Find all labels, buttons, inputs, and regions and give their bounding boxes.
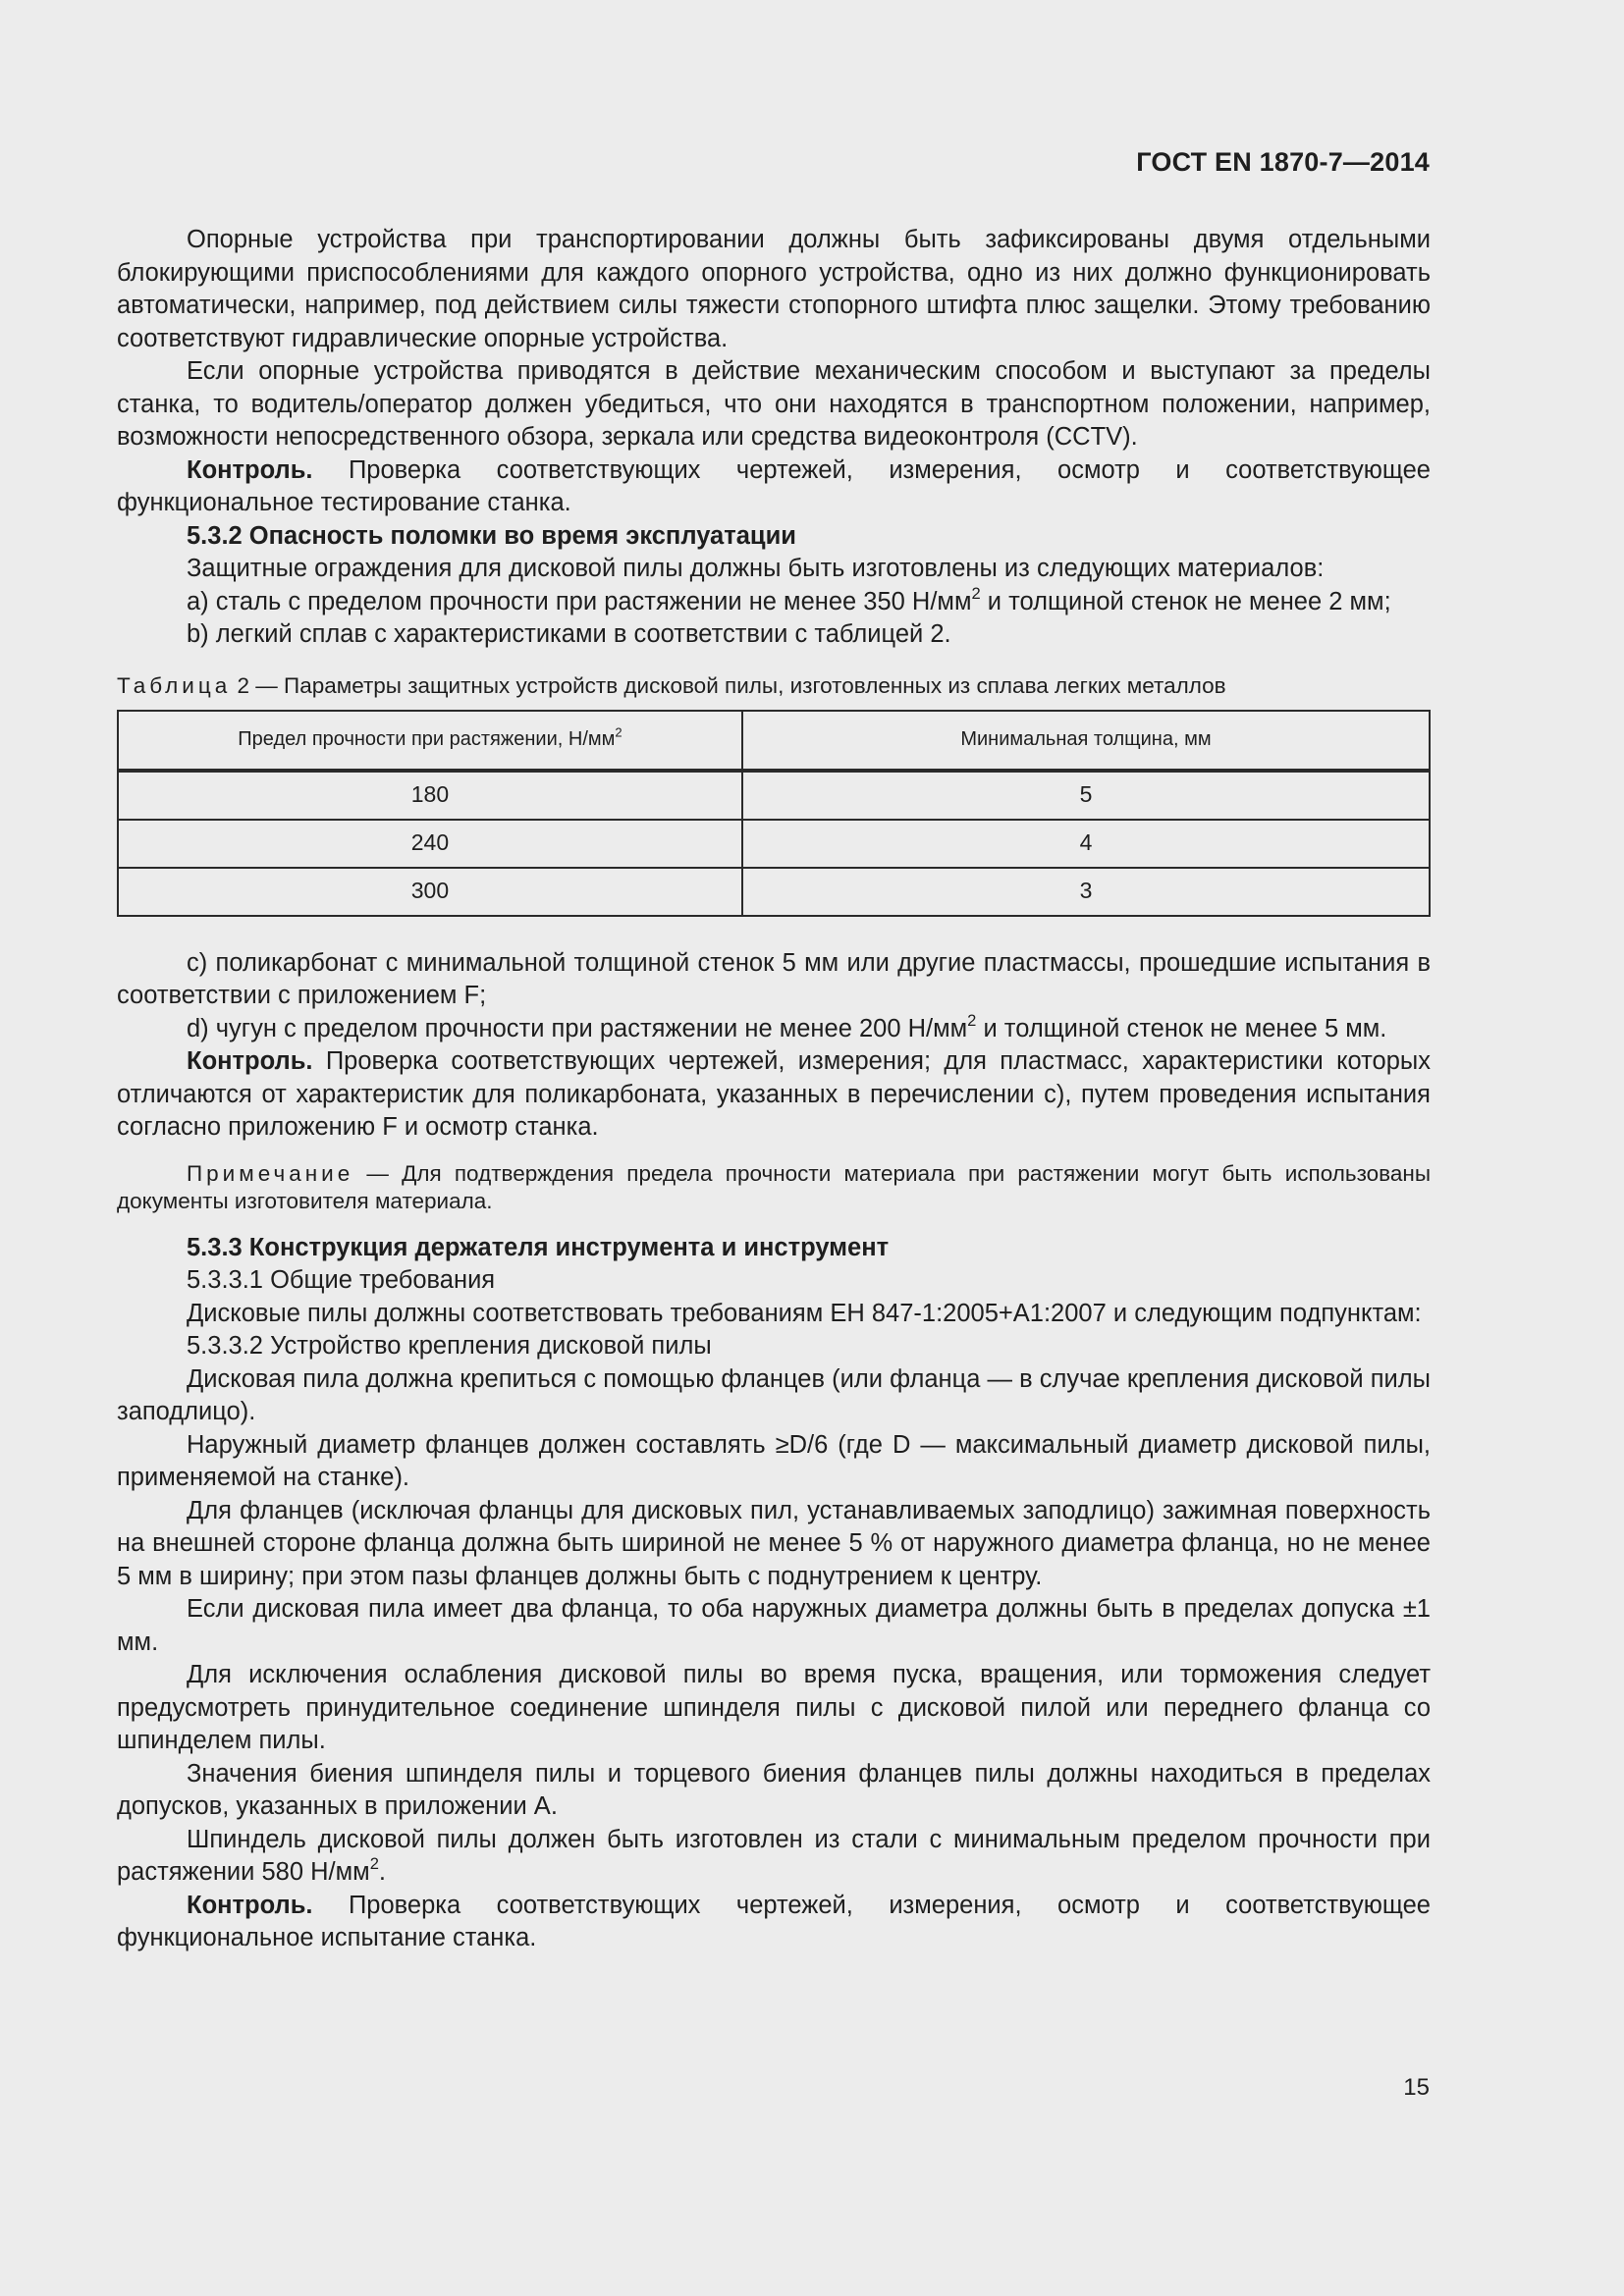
paragraph-spindle-steel — [117, 1824, 1431, 1890]
note-label: Примечание — [187, 1160, 354, 1186]
control-label: Контроль. — [187, 455, 313, 484]
control-text: Проверка соответствующих чертежей, измерения; для пластмасс, характеристики которых отличаются от характеристик для поликарбоната, указанных в перечислении с), путем проведения испытания согласно приложению F и осмотр станка. — [117, 1047, 1431, 1141]
paragraph-runout: Значения биения шпинделя пилы и торцевого биения фланцев пилы должны находиться в пределах допусков, указанных в приложении А. — [117, 1759, 1431, 1820]
control-label: Контроль. — [187, 1047, 313, 1075]
table-row — [118, 868, 1430, 916]
list-item-a — [117, 583, 1431, 619]
control-text: Проверка соответствующих чертежей, измерения, осмотр и соответствующее функциональное тестирование станка. — [117, 455, 1431, 516]
note-text: — Для подтверждения предела прочности материала при растяжении могут быть использованы документы изготовителя материала. — [117, 1160, 1431, 1213]
page-number: 15 — [1403, 2074, 1430, 2101]
list-item-a-text: a) сталь с пределом прочности при растяжении не менее 350 Н/мм — [187, 587, 972, 615]
list-item-d-text-end: и толщиной стенок не менее 5 мм. — [976, 1014, 1387, 1042]
table-caption-text: 2 — Параметры защитных устройств дисковой пилы, изготовленных из сплава легких металлов — [237, 672, 1226, 698]
table-caption-label: Таблица — [117, 672, 232, 698]
table-caption — [117, 671, 1431, 701]
table-cell-thickness: 4 — [742, 820, 1430, 868]
subsection-heading-5-3-3-2: 5.3.3.2 Устройство крепления дисковой пилы — [187, 1332, 712, 1360]
table-row — [118, 771, 1430, 820]
table-cell-thickness: 3 — [742, 868, 1430, 916]
table-row — [118, 820, 1430, 868]
list-item-b: b) легкий сплав с характеристиками в соответствии с таблицей 2. — [187, 620, 951, 648]
list-item-d-text: d) чугун с пределом прочности при растяжении не менее 200 Н/мм — [187, 1014, 968, 1042]
table-2 — [117, 710, 1431, 917]
table-header-row — [118, 711, 1430, 771]
table-cell-strength: 240 — [118, 820, 742, 868]
paragraph-mechanical-supports: Если опорные устройства приводятся в действие механическим способом и выступают за пределы станка, то водитель/оператор должен убедиться, что они находятся в транспортном положении, например, возможности непосредственного обзора, зеркала или средства видеоконтроля (CCTV). — [117, 357, 1431, 451]
paragraph-positive-connection: Для исключения ослабления дисковой пилы во время пуска, вращения, или торможения следует предусмотреть принудительное соединение шпинделя пилы с дисковой пилой или переднего фланца со шпинделем пилы. — [117, 1661, 1431, 1754]
paragraph-transport-supports: Опорные устройства при транспортировании должны быть зафиксированы двумя отдельными блокирующими приспособлениями для каждого опорного устройства, одно из них должно функционировать автоматически, например, под действием силы тяжести стопорного штифта плюс защелки. Этому требованию соответствуют гидравлические опорные устройства. — [117, 226, 1431, 352]
column-header-strength-text: Предел прочности при растяжении, Н/мм — [238, 727, 616, 750]
superscript: 2 — [369, 1854, 379, 1874]
subsection-heading-5-3-3-1: 5.3.3.1 Общие требования — [187, 1266, 496, 1294]
paragraph-two-flanges: Если дисковая пила имеет два фланца, то оба наружных диаметра должны быть в пределах допуска ±1 мм. — [117, 1595, 1431, 1656]
paragraph-flange-mounting: Дисковая пила должна крепиться с помощью фланцев (или фланца — в случае крепления дисковой пилы заподлицо). — [117, 1364, 1431, 1425]
superscript: 2 — [615, 724, 623, 740]
paragraph-control-2 — [117, 1045, 1431, 1145]
paragraph-spindle-steel-end: . — [378, 1858, 387, 1886]
control-label: Контроль. — [187, 1891, 313, 1919]
list-item-a-text-end: и толщиной стенок не менее 2 мм; — [980, 587, 1391, 615]
paragraph-control-1 — [117, 454, 1431, 520]
document-body — [117, 224, 1431, 1955]
control-text: Проверка соответствующих чертежей, измерения, осмотр и соответствующее функциональное испытание станка. — [117, 1891, 1431, 1951]
paragraph-en-847: Дисковые пилы должны соответствовать требованиям ЕН 847-1:2005+А1:2007 и следующим подпунктам: — [187, 1299, 1422, 1327]
note — [117, 1160, 1431, 1216]
table-cell-thickness: 5 — [742, 771, 1430, 820]
paragraph-flange-diameter: Наружный диаметр фланцев должен составлять ≥D/6 (где D — максимальный диаметр дисковой пилы, применяемой на станке). — [117, 1430, 1431, 1491]
paragraph-guard-materials: Защитные ограждения для дисковой пилы должны быть изготовлены из следующих материалов: — [187, 555, 1325, 582]
list-item-c: c) поликарбонат с минимальной толщиной стенок 5 мм или другие пластмассы, прошедшие испытания в соответствии с приложением F; — [117, 948, 1431, 1009]
list-item-d — [117, 1010, 1431, 1046]
table-cell-strength: 300 — [118, 868, 742, 916]
paragraph-control-3 — [117, 1890, 1431, 1955]
paragraph-spindle-steel-text: Шпиндель дисковой пилы должен быть изготовлен из стали с минимальным пределом прочности при растяжении 580 Н/мм — [117, 1825, 1431, 1886]
document-standard-header: ГОСТ EN 1870-7—2014 — [1136, 147, 1430, 177]
section-heading-5-3-2: 5.3.2 Опасность поломки во время эксплуатации — [187, 521, 796, 550]
table-cell-strength: 180 — [118, 771, 742, 820]
column-header-thickness: Минимальная толщина, мм — [742, 711, 1430, 771]
column-header-strength — [118, 711, 742, 771]
superscript: 2 — [967, 1010, 977, 1030]
superscript: 2 — [971, 583, 981, 603]
section-heading-5-3-3: 5.3.3 Конструкция держателя инструмента и инструмент — [187, 1233, 890, 1261]
paragraph-clamping-surface: Для фланцев (исключая фланцы для дисковых пил, устанавливаемых заподлицо) зажимная поверхность на внешней стороне фланца должна быть шириной не менее 5 % от наружного диаметра фланца, но не менее 5 мм в ширину; при этом пазы фланцев должны быть с поднутрением к центру. — [117, 1496, 1431, 1590]
